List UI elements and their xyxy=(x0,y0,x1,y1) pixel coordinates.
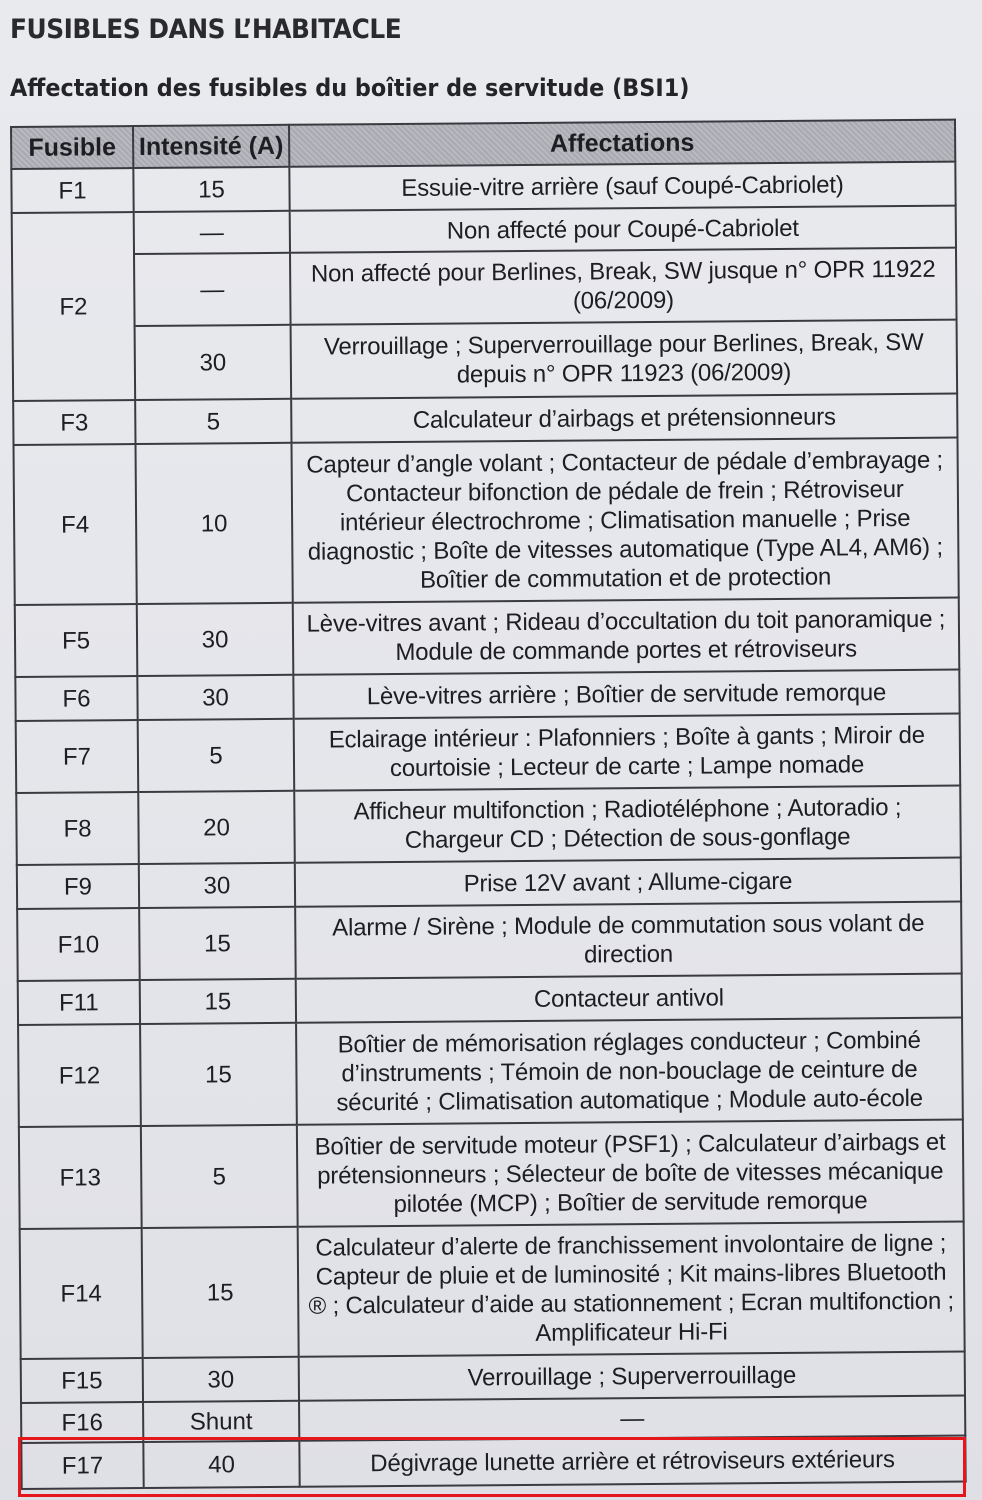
table-row-f4 xyxy=(14,438,959,605)
fuse-amperage: 15 xyxy=(140,979,296,1024)
header-fuse: Fusible xyxy=(11,126,133,169)
fuse-assignment: Lève-vitres arrière ; Boîtier de servitude remorque xyxy=(293,670,959,719)
table-row-f12 xyxy=(18,1018,963,1127)
table-row-f7 xyxy=(16,714,961,793)
fuse-amperage: 30 xyxy=(143,1357,299,1402)
fuse-amperage: — xyxy=(134,253,291,326)
header-assignments: Affectations xyxy=(289,120,955,167)
table-row-f1 xyxy=(11,162,955,213)
table-row-f13 xyxy=(19,1120,964,1229)
fuse-id: F14 xyxy=(20,1228,143,1359)
table-row-f3 xyxy=(13,394,957,445)
fuse-assignment: Verrouillage ; Superverrouillage pour Berlines, Break, SW depuis n° OPR 11923 (06/2009) xyxy=(291,320,958,399)
fuse-id: F6 xyxy=(15,676,137,721)
fuse-amperage: 5 xyxy=(135,399,291,444)
fuse-assignment: Calculateur d’airbags et prétensionneurs xyxy=(291,394,957,443)
fuse-amperage: 10 xyxy=(136,443,293,604)
fuse-assignment: Eclairage intérieur : Plafonniers ; Boîte à gants ; Miroir de courtoisie ; Lecteur de carte ; Lampe nomade xyxy=(294,714,961,791)
table-row-f11 xyxy=(18,974,962,1025)
table-header-row xyxy=(11,120,955,169)
fuse-assignment: Capteur d’angle volant ; Contacteur de pédale d’embrayage ; Contacteur bifonction de pédale de frein ; Rétroviseur intérieur électrochrome ; Climatisation manuelle ; Prise diagnostic ; Boîte de vitesses automatique (Type AL4, AM6) ; Boîtier de commutation et de protection xyxy=(291,438,958,603)
fuse-id: F17 xyxy=(21,1442,143,1489)
fuse-id: F2 xyxy=(12,212,135,401)
fuse-amperage: 15 xyxy=(140,1023,297,1126)
fuse-id: F12 xyxy=(18,1024,141,1127)
fuse-amperage: Shunt xyxy=(143,1401,299,1442)
fuse-assignment: Boîtier de servitude moteur (PSF1) ; Calculateur d’airbags et prétensionneurs ; Sélecteur de boîte de vitesses mécanique pilotée (MCP) ; Boîtier de servitude remorque xyxy=(297,1120,964,1227)
fuse-assignment: Boîtier de mémorisation réglages conducteur ; Combiné d’instruments ; Témoin de non-bouclage de ceinture de sécurité ; Climatisation automatique ; Module auto-école xyxy=(296,1018,963,1125)
table-row-f8 xyxy=(16,786,961,865)
fuse-amperage: 40 xyxy=(143,1441,299,1488)
fuse-amperage: 30 xyxy=(137,603,294,676)
table-row-f2c xyxy=(13,320,958,401)
fuse-id: F3 xyxy=(13,400,135,445)
fuse-id: F13 xyxy=(19,1126,142,1229)
fuse-amperage: — xyxy=(134,211,290,254)
fuse-assignment: Verrouillage ; Superverrouillage xyxy=(299,1352,965,1401)
table-row-f14 xyxy=(20,1222,965,1359)
fuse-assignment: Non affecté pour Coupé-Cabriolet xyxy=(290,206,956,253)
fuse-assignment: Lève-vitres avant ; Rideau d’occultation du toit panoramique ; Module de commande portes et rétroviseurs xyxy=(293,598,960,675)
table-row-f5 xyxy=(15,598,960,677)
fuse-id: F4 xyxy=(14,444,137,605)
fuse-assignment: Non affecté pour Berlines, Break, SW jusque n° OPR 11922 (06/2009) xyxy=(290,248,957,325)
fuse-id: F11 xyxy=(18,980,140,1025)
section-heading: FUSIBLES DANS L’HABITACLE xyxy=(10,14,402,45)
table-row-f9 xyxy=(17,858,961,909)
table-row-f2a xyxy=(12,206,956,255)
fuse-assignment: Alarme / Sirène ; Module de commutation sous volant de direction xyxy=(295,902,962,979)
fuse-assignment: — xyxy=(299,1396,965,1441)
table-caption: Affectation des fusibles du boîtier de servitude (BSI1) xyxy=(10,74,690,102)
header-amperage: Intensité (A) xyxy=(133,125,289,168)
fuse-id: F1 xyxy=(11,168,133,213)
fuse-assignment: Essuie-vitre arrière (sauf Coupé-Cabriolet) xyxy=(289,162,955,211)
table-row-f2b xyxy=(12,248,957,327)
fuse-amperage: 30 xyxy=(139,863,295,908)
fuse-assignment: Contacteur antivol xyxy=(296,974,962,1023)
table-row-f10 xyxy=(17,902,962,981)
fuse-id: F16 xyxy=(21,1402,143,1443)
fuse-amperage: 5 xyxy=(138,719,295,792)
fuse-id: F7 xyxy=(16,720,139,793)
fuse-assignment: Afficheur multifonction ; Radiotéléphone ; Autoradio ; Chargeur CD ; Détection de sous-gonflage xyxy=(294,786,961,863)
fuse-amperage: 15 xyxy=(139,907,296,980)
fuse-amperage: 15 xyxy=(133,167,289,212)
fuse-id: F15 xyxy=(21,1358,143,1403)
fuse-assignment: Prise 12V avant ; Allume-cigare xyxy=(295,858,961,907)
fuse-table xyxy=(10,119,967,1490)
table-row-f17 xyxy=(21,1436,965,1489)
fuse-amperage: 30 xyxy=(135,325,292,400)
fuse-assignment: Calculateur d’alerte de franchissement involontaire de ligne ; Capteur de pluie et de luminosité ; Kit mains-libres Bluetooth ® ; Calculateur d’aide au stationnement ; Ecran multifonction ; Amplificateur Hi-Fi xyxy=(298,1222,965,1357)
table-row-f6 xyxy=(15,670,959,721)
table-row-f15 xyxy=(21,1352,965,1403)
fuse-id: F9 xyxy=(17,864,139,909)
fuse-amperage: 15 xyxy=(142,1227,299,1358)
fuse-amperage: 20 xyxy=(138,791,295,864)
fuse-amperage: 30 xyxy=(137,675,293,720)
fuse-id: F10 xyxy=(17,908,140,981)
fuse-id: F8 xyxy=(16,792,139,865)
fuse-assignment: Dégivrage lunette arrière et rétroviseurs extérieurs xyxy=(299,1436,965,1487)
fuse-amperage: 5 xyxy=(141,1125,298,1228)
fuse-id: F5 xyxy=(15,604,138,677)
